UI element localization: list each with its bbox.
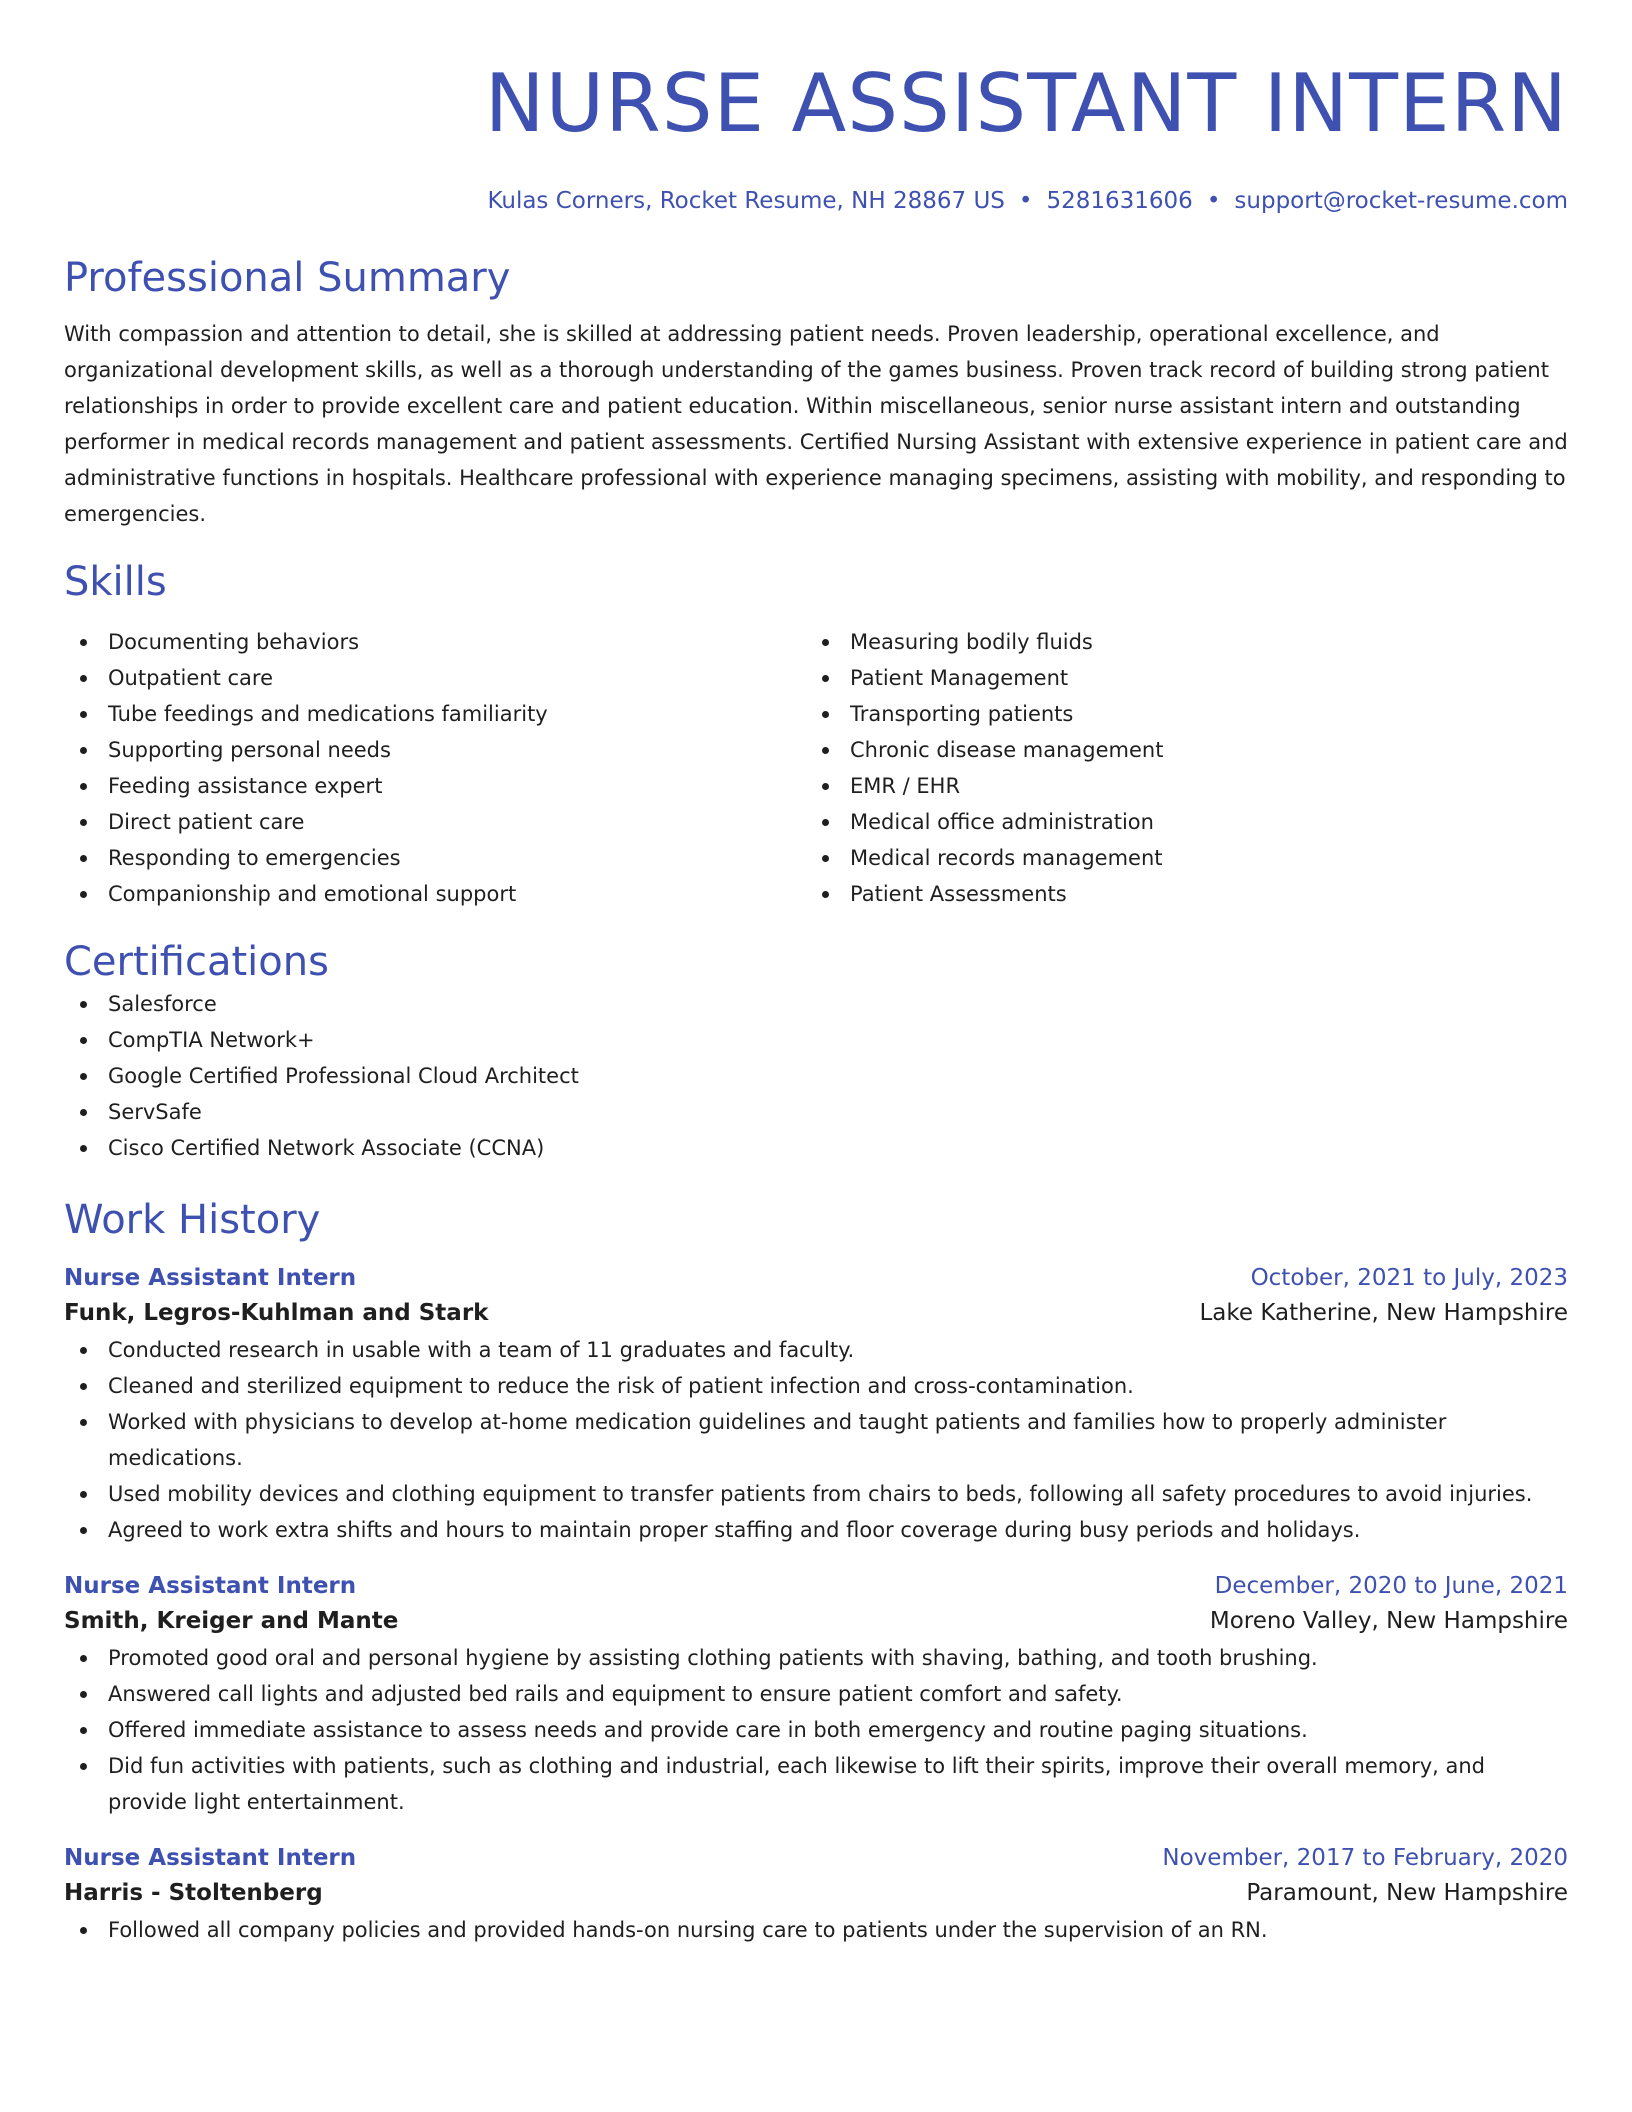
job-duty: Agreed to work extra shifts and hours to maintain proper staffing and floor coverage during busy periods and holidays. [64,1512,1568,1548]
job-duty: Cleaned and sterilized equipment to reduce the risk of patient infection and cross-contamination. [64,1368,1568,1404]
skills-column-right [806,624,1548,912]
job-company-row [64,1874,1568,1912]
contact-email: support@rocket-resume.com [1234,188,1568,214]
job-entry [64,1842,1568,1948]
job-company: Smith, Kreiger and Mante [64,1608,399,1634]
job-company: Funk, Legros-Kuhlman and Stark [64,1300,489,1326]
skill-item: Medical office administration [806,804,1548,840]
skill-item: Patient Assessments [806,876,1548,912]
job-location: Lake Katherine, New Hampshire [1199,1300,1568,1326]
certifications-list [64,986,1568,1166]
resume-page [64,0,1568,1948]
skill-item: Feeding assistance expert [64,768,806,804]
job-role-row [64,1262,1568,1294]
job-role: Nurse Assistant Intern [64,1573,357,1599]
contact-separator: • [1206,188,1221,214]
skill-item: Companionship and emotional support [64,876,806,912]
job-dates: December, 2020 to June, 2021 [1214,1573,1568,1599]
job-duties-list [64,1912,1568,1948]
certification-item: Salesforce [64,986,1568,1022]
contact-line [64,186,1568,216]
skill-item: Chronic disease management [806,732,1548,768]
contact-separator: • [1018,188,1033,214]
job-duty: Did fun activities with patients, such as clothing and industrial, each likewise to lift their spirits, improve their overall memory, and provide light entertainment. [64,1748,1568,1820]
job-entry [64,1262,1568,1548]
skills-heading: Skills [64,559,167,605]
skill-item: Medical records management [806,840,1548,876]
skill-item: Supporting personal needs [64,732,806,768]
skill-item: EMR / EHR [806,768,1548,804]
job-dates: October, 2021 to July, 2023 [1250,1265,1568,1291]
certifications-heading: Certifications [64,939,329,985]
job-dates: November, 2017 to February, 2020 [1162,1845,1568,1871]
skill-item: Documenting behaviors [64,624,806,660]
contact-phone: 5281631606 [1046,188,1193,214]
skill-item: Patient Management [806,660,1548,696]
skills-grid [64,624,1568,912]
job-location: Moreno Valley, New Hampshire [1209,1608,1568,1634]
skills-list-left [64,624,806,912]
job-role: Nurse Assistant Intern [64,1265,357,1291]
job-duty: Used mobility devices and clothing equipment to transfer patients from chairs to beds, following all safety procedures to avoid injuries. [64,1476,1568,1512]
summary-heading: Professional Summary [64,255,511,301]
skill-item: Tube feedings and medications familiarity [64,696,806,732]
skill-item: Transporting patients [806,696,1548,732]
resume-header [64,0,1568,216]
job-duties-list [64,1332,1568,1548]
job-role-row [64,1842,1568,1874]
job-duties-list [64,1640,1568,1820]
job-company-row [64,1602,1568,1640]
skill-item: Responding to emergencies [64,840,806,876]
job-duty: Conducted research in usable with a team of 11 graduates and faculty. [64,1332,1568,1368]
skills-list-right [806,624,1548,912]
certification-item: Cisco Certified Network Associate (CCNA) [64,1130,1568,1166]
job-company-row [64,1294,1568,1332]
certification-item: ServSafe [64,1094,1568,1130]
summary-text: With compassion and attention to detail, she is skilled at addressing patient needs. Proven leadership, operational excellence, and organizational development skills, as well as a thorough understanding of the games business. Proven track record of building strong patient relationships in order to provide excellent care and patient education. Within miscellaneous, senior nurse assistant intern and outstanding performer in medical records management and patient assessments. Certified Nursing Assistant with extensive experience in patient care and administrative functions in hospitals. Healthcare professional with experience managing specimens, assisting with mobility, and responding to emergencies. [64,322,1568,526]
job-duty: Worked with physicians to develop at-home medication guidelines and taught patients and families how to properly administer medications. [64,1404,1568,1476]
job-role-row [64,1570,1568,1602]
skill-item: Measuring bodily fluids [806,624,1548,660]
skill-item: Outpatient care [64,660,806,696]
job-role: Nurse Assistant Intern [64,1845,357,1871]
job-duty: Followed all company policies and provided hands-on nursing care to patients under the supervision of an RN. [64,1912,1568,1948]
skills-column-left [64,624,806,912]
certification-item: Google Certified Professional Cloud Architect [64,1058,1568,1094]
candidate-title: NURSE ASSISTANT INTERN [484,57,1568,150]
skill-item: Direct patient care [64,804,806,840]
certification-item: CompTIA Network+ [64,1022,1568,1058]
job-duty: Promoted good oral and personal hygiene by assisting clothing patients with shaving, bathing, and tooth brushing. [64,1640,1568,1676]
job-company: Harris - Stoltenberg [64,1880,323,1906]
job-duty: Answered call lights and adjusted bed rails and equipment to ensure patient comfort and safety. [64,1676,1568,1712]
work-history-heading: Work History [64,1197,321,1243]
job-duty: Offered immediate assistance to assess needs and provide care in both emergency and routine paging situations. [64,1712,1568,1748]
job-location: Paramount, New Hampshire [1246,1880,1568,1906]
contact-address: Kulas Corners, Rocket Resume, NH 28867 US [487,188,1005,214]
job-entry [64,1570,1568,1820]
